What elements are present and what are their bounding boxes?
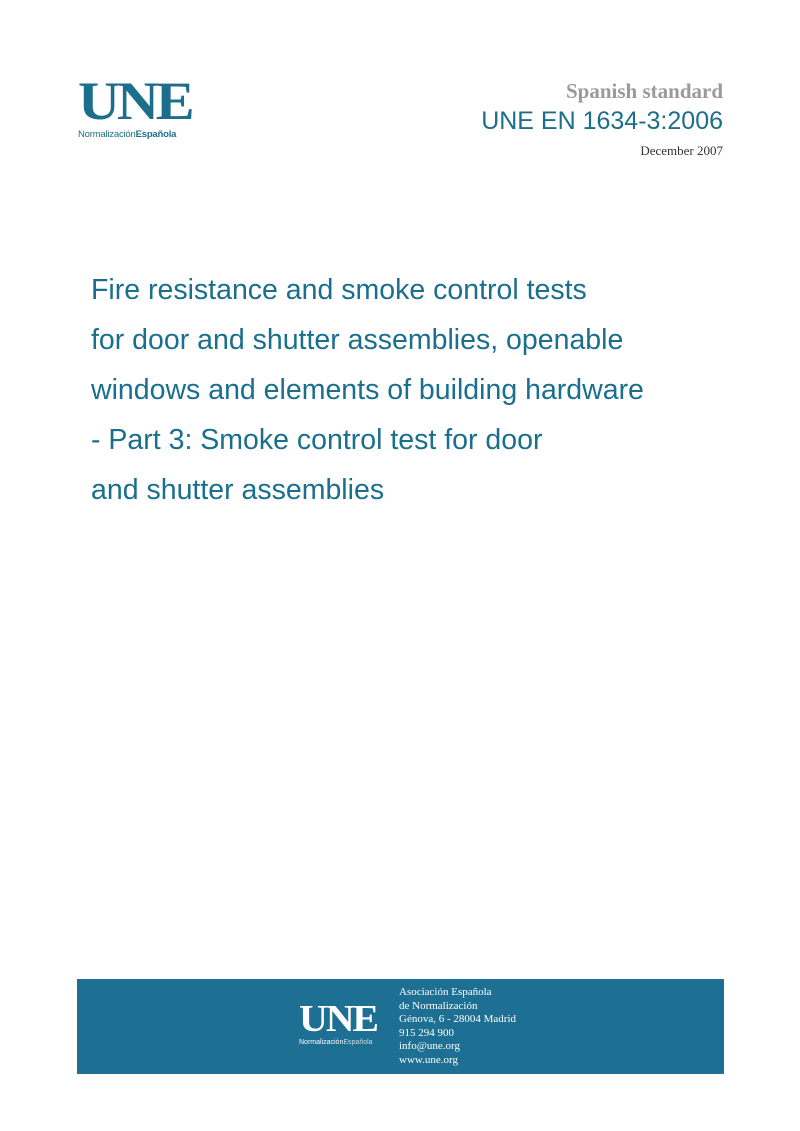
org-name-line2: de Normalización [399,999,478,1012]
standard-code: UNE EN 1634-3:2006 [481,107,723,135]
une-logo [78,71,198,140]
footer-logo-sub-regular: Normalización [299,1039,344,1046]
logo-sub-regular: Normalización [78,129,136,140]
document-title [91,265,731,515]
footer-logo-sub-light: Española [343,1039,373,1046]
title-line: windows and elements of building hardware [91,374,644,406]
email-address: info@une.org [399,1040,460,1053]
une-logo-mark: UNE [78,71,192,131]
website-url: www.une.org [399,1053,458,1066]
footer-banner [77,979,724,1074]
postal-address: Génova, 6 - 28004 Madrid [399,1013,517,1026]
title-line: - Part 3: Smoke control test for door [91,424,543,456]
title-line: for door and shutter assemblies, openable [91,324,624,356]
footer-logo-subtitle [299,1039,389,1046]
org-name-line1: Asociación Española [399,986,492,998]
document-type: Spanish standard [566,79,723,103]
footer-logo-mark: UNE [299,998,377,1040]
footer-une-logo [299,998,389,1046]
phone-number: 915 294 900 [399,1026,454,1039]
document-header [481,79,723,161]
title-line: Fire resistance and smoke control tests [91,274,587,306]
contact-info [399,986,516,1068]
title-line: and shutter assemblies [91,474,385,506]
publication-date: December 2007 [640,143,723,158]
logo-sub-bold: Española [135,129,177,140]
